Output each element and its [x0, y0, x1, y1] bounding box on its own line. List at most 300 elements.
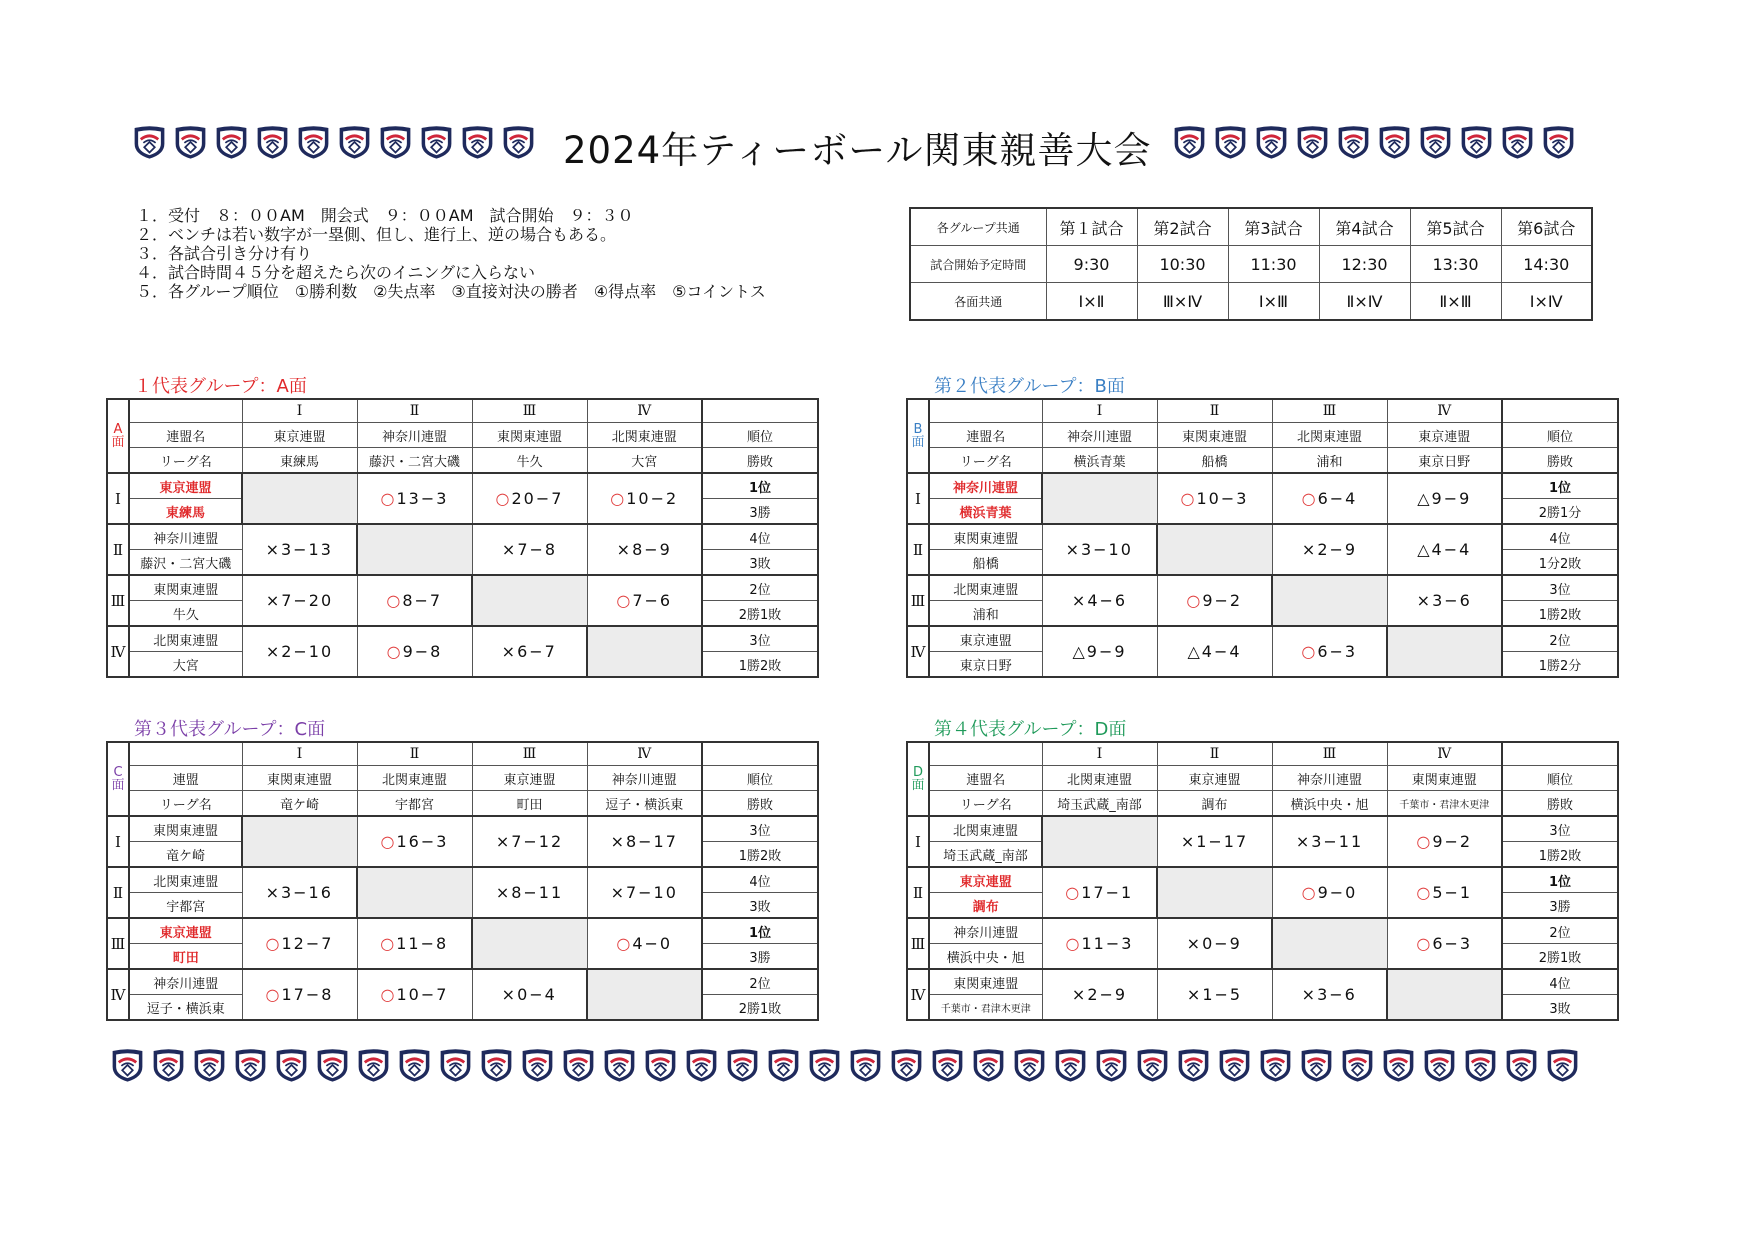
- match-score: ×2−9: [1042, 969, 1157, 1020]
- team-federation: 東京連盟: [129, 918, 242, 944]
- little-league-logo-icon: [378, 123, 413, 161]
- match-score: ○17−8: [242, 969, 357, 1020]
- match-score: ○6−4: [1272, 473, 1387, 524]
- column-league: 東京日野: [1387, 448, 1502, 474]
- little-league-logo-icon: [684, 1046, 719, 1084]
- row-number: Ⅳ: [107, 969, 129, 1020]
- little-league-logo-icon: [1504, 1046, 1539, 1084]
- row-number: Ⅲ: [107, 575, 129, 626]
- little-league-logo-icon: [1012, 1046, 1047, 1084]
- self-match-diagonal: [1157, 524, 1272, 575]
- little-league-logo-icon: [1295, 123, 1330, 161]
- court-label: [107, 742, 129, 816]
- win-mark-icon: ○: [380, 934, 397, 953]
- schedule-header-cell: 各グループ共通: [910, 208, 1046, 246]
- rank-label: 順位: [1502, 423, 1618, 448]
- little-league-logo-icon: [214, 123, 249, 161]
- group-b-table: [906, 398, 1619, 678]
- match-score: ○9−2: [1157, 575, 1272, 626]
- little-league-logo-icon: [438, 1046, 473, 1084]
- column-league: 町田: [472, 791, 587, 817]
- win-mark-icon: ○: [1065, 883, 1082, 902]
- match-score: ×8−9: [587, 524, 702, 575]
- team-rank: 4位: [1502, 524, 1618, 550]
- match-score: △9−9: [1387, 473, 1502, 524]
- column-federation: 東関東連盟: [242, 766, 357, 791]
- federation-header-row: [107, 423, 818, 448]
- team-row: [907, 816, 1618, 842]
- win-mark-icon: ○: [1301, 642, 1318, 661]
- row-label-league: リーグ名: [129, 791, 242, 817]
- win-mark-icon: ○: [380, 489, 397, 508]
- little-league-logo-icon: [1053, 1046, 1088, 1084]
- team-federation: 東関東連盟: [129, 575, 242, 601]
- team-row: [907, 473, 1618, 499]
- team-record: 2勝1敗: [702, 601, 818, 627]
- court-suffix: 面: [111, 778, 125, 793]
- row-number: Ⅲ: [907, 575, 929, 626]
- little-league-logo-icon: [520, 1046, 555, 1084]
- column-league: 調布: [1157, 791, 1272, 817]
- little-league-logo-icon: [337, 123, 372, 161]
- row-number: Ⅱ: [107, 524, 129, 575]
- team-rank: 2位: [702, 969, 818, 995]
- win-mark-icon: ○: [1301, 489, 1318, 508]
- little-league-logo-icon: [274, 1046, 309, 1084]
- win-mark-icon: ○: [380, 832, 397, 851]
- little-league-logo-icon: [1213, 123, 1248, 161]
- match-score: ○8−7: [357, 575, 472, 626]
- league-header-row: [107, 791, 818, 817]
- schedule-matchup-cell: Ⅰ×Ⅲ: [1228, 283, 1319, 321]
- column-federation: 東関東連盟: [472, 423, 587, 448]
- team-league: 横浜中央・旭: [929, 944, 1042, 970]
- match-score: ○12−7: [242, 918, 357, 969]
- self-match-diagonal: [357, 524, 472, 575]
- team-rank: 1位: [1502, 867, 1618, 893]
- little-league-logo-icon: [1340, 1046, 1375, 1084]
- court-letter: C: [113, 765, 123, 780]
- team-row: [907, 575, 1618, 601]
- schedule-time-cell: 9:30: [1046, 246, 1137, 283]
- schedule-times-row: [910, 246, 1592, 283]
- little-league-logo-icon: [807, 1046, 842, 1084]
- column-federation: 北関東連盟: [1272, 423, 1387, 448]
- column-federation: 神奈川連盟: [357, 423, 472, 448]
- rule-item: ２．ベンチは若い数字が一塁側、但し、進行上、逆の場合もある。: [136, 225, 617, 244]
- record-label: 勝敗: [702, 448, 818, 474]
- win-mark-icon: ○: [265, 985, 282, 1004]
- roman-header-row: [107, 399, 818, 423]
- little-league-logo-icon: [397, 1046, 432, 1084]
- column-number: Ⅱ: [357, 399, 472, 423]
- column-league: 大宮: [587, 448, 702, 474]
- column-federation: 神奈川連盟: [1042, 423, 1157, 448]
- match-score: ○9−0: [1272, 867, 1387, 918]
- team-record: 3敗: [1502, 995, 1618, 1021]
- team-league: 東練馬: [129, 499, 242, 525]
- team-row: [107, 816, 818, 842]
- column-number: Ⅲ: [472, 742, 587, 766]
- roman-header-row: [107, 742, 818, 766]
- team-rank: 2位: [1502, 626, 1618, 652]
- schedule-times-label: 試合開始予定時間: [910, 246, 1046, 283]
- column-federation: 東京連盟: [242, 423, 357, 448]
- win-mark-icon: ○: [1180, 489, 1197, 508]
- little-league-logo-icon: [479, 1046, 514, 1084]
- schedule-table: [909, 207, 1593, 321]
- team-row: [107, 626, 818, 652]
- team-record: 3敗: [702, 550, 818, 576]
- self-match-diagonal: [1042, 816, 1157, 867]
- column-league: 横浜青葉: [1042, 448, 1157, 474]
- little-league-logo-icon: [315, 1046, 350, 1084]
- column-league: 藤沢・二宮大磯: [357, 448, 472, 474]
- match-score: ○6−3: [1272, 626, 1387, 677]
- row-number: Ⅳ: [907, 626, 929, 677]
- little-league-logo-icon: [1336, 123, 1371, 161]
- win-mark-icon: ○: [1416, 883, 1433, 902]
- little-league-logo-icon: [971, 1046, 1006, 1084]
- win-mark-icon: ○: [616, 591, 633, 610]
- row-number: Ⅳ: [107, 626, 129, 677]
- team-row: [107, 918, 818, 944]
- self-match-diagonal: [472, 918, 587, 969]
- team-rank: 4位: [1502, 969, 1618, 995]
- rule-item: ３．各試合引き分け有り: [136, 244, 313, 263]
- win-mark-icon: ○: [386, 591, 403, 610]
- little-league-logo-icon: [1545, 1046, 1580, 1084]
- row-number: Ⅱ: [907, 867, 929, 918]
- court-letter: A: [113, 422, 123, 437]
- match-score: △4−4: [1387, 524, 1502, 575]
- team-record: 1分2敗: [1502, 550, 1618, 576]
- self-match-diagonal: [1272, 918, 1387, 969]
- team-league: 調布: [929, 893, 1042, 919]
- little-league-logo-icon: [255, 123, 290, 161]
- column-federation: 北関東連盟: [587, 423, 702, 448]
- match-score: ×2−10: [242, 626, 357, 677]
- column-number: Ⅳ: [587, 399, 702, 423]
- team-league: 埼玉武蔵_南部: [929, 842, 1042, 868]
- column-number: Ⅲ: [1272, 742, 1387, 766]
- corner-cell: [129, 742, 242, 766]
- team-federation: 北関東連盟: [129, 626, 242, 652]
- self-match-diagonal: [1387, 969, 1502, 1020]
- little-league-logo-icon: [1381, 1046, 1416, 1084]
- little-league-logo-icon: [766, 1046, 801, 1084]
- self-match-diagonal: [242, 816, 357, 867]
- self-match-diagonal: [1042, 473, 1157, 524]
- top-right-logo-row: [1172, 123, 1576, 161]
- federation-header-row: [907, 766, 1618, 791]
- team-federation: 東京連盟: [929, 626, 1042, 652]
- little-league-logo-icon: [1217, 1046, 1252, 1084]
- column-league: 横浜中央・旭: [1272, 791, 1387, 817]
- team-rank: 2位: [702, 575, 818, 601]
- column-federation: 東京連盟: [472, 766, 587, 791]
- match-score: ×3−10: [1042, 524, 1157, 575]
- column-number: Ⅰ: [242, 742, 357, 766]
- team-row: [907, 918, 1618, 944]
- little-league-logo-icon: [1459, 123, 1494, 161]
- little-league-logo-icon: [930, 1046, 965, 1084]
- bottom-logo-row: [110, 1046, 1580, 1084]
- group-d-table: [906, 741, 1619, 1021]
- little-league-logo-icon: [1418, 123, 1453, 161]
- match-score: ×3−13: [242, 524, 357, 575]
- court-letter: B: [913, 422, 923, 437]
- team-row: [907, 524, 1618, 550]
- column-federation: 北関東連盟: [357, 766, 472, 791]
- row-number: Ⅲ: [107, 918, 129, 969]
- schedule-header-cell: 第6試合: [1501, 208, 1592, 246]
- little-league-logo-icon: [1422, 1046, 1457, 1084]
- team-league: 東京日野: [929, 652, 1042, 678]
- match-score: ×3−6: [1387, 575, 1502, 626]
- group-b-title: 第２代表グループ：B面: [934, 376, 1125, 397]
- team-row: [107, 969, 818, 995]
- match-score: ×1−17: [1157, 816, 1272, 867]
- little-league-logo-icon: [132, 123, 167, 161]
- column-league: 埼玉武蔵_南部: [1042, 791, 1157, 817]
- schedule-matchup-cell: Ⅲ×Ⅳ: [1137, 283, 1228, 321]
- column-league: 牛久: [472, 448, 587, 474]
- column-number: Ⅲ: [1272, 399, 1387, 423]
- league-header-row: [107, 448, 818, 474]
- column-number: Ⅱ: [1157, 399, 1272, 423]
- little-league-logo-icon: [1135, 1046, 1170, 1084]
- group-c-title: 第３代表グループ：C面: [134, 719, 326, 740]
- federation-header-row: [107, 766, 818, 791]
- column-federation: 東関東連盟: [1157, 423, 1272, 448]
- schedule-header-cell: 第3試合: [1228, 208, 1319, 246]
- column-league: 船橋: [1157, 448, 1272, 474]
- team-federation: 神奈川連盟: [129, 524, 242, 550]
- match-score: ○10−3: [1157, 473, 1272, 524]
- match-score: ×3−6: [1272, 969, 1387, 1020]
- league-header-row: [907, 448, 1618, 474]
- little-league-logo-icon: [151, 1046, 186, 1084]
- row-number: Ⅱ: [107, 867, 129, 918]
- row-number: Ⅳ: [907, 969, 929, 1020]
- team-rank: 1位: [702, 473, 818, 499]
- record-label: 勝敗: [702, 791, 818, 817]
- column-number: Ⅳ: [587, 742, 702, 766]
- win-mark-icon: ○: [380, 985, 397, 1004]
- schedule-time-cell: 10:30: [1137, 246, 1228, 283]
- column-number: Ⅰ: [1042, 399, 1157, 423]
- team-league: 逗子・横浜東: [129, 995, 242, 1021]
- team-row: [107, 473, 818, 499]
- little-league-logo-icon: [848, 1046, 883, 1084]
- match-score: ○17−1: [1042, 867, 1157, 918]
- row-number: Ⅰ: [107, 473, 129, 524]
- match-score: ×3−11: [1272, 816, 1387, 867]
- match-score: ×7−8: [472, 524, 587, 575]
- team-league: 牛久: [129, 601, 242, 627]
- record-label: 勝敗: [1502, 791, 1618, 817]
- column-league: 千葉市・君津木更津: [1387, 791, 1502, 817]
- record-label: 勝敗: [1502, 448, 1618, 474]
- column-league: 東練馬: [242, 448, 357, 474]
- self-match-diagonal: [1157, 867, 1272, 918]
- little-league-logo-icon: [1254, 123, 1289, 161]
- match-score: ×1−5: [1157, 969, 1272, 1020]
- federation-header-row: [907, 423, 1618, 448]
- rule-item: ５．各グループ順位 ①勝利数 ②失点率 ③直接対決の勝者 ④得点率 ⑤コイントス: [136, 282, 766, 301]
- rank-header-blank: [702, 399, 818, 423]
- match-score: ×0−4: [472, 969, 587, 1020]
- little-league-logo-icon: [460, 123, 495, 161]
- rule-item: １．受付 ８：００AM 開会式 ９：００AM 試合開始 ９：３０: [136, 206, 634, 225]
- match-score: ○13−3: [357, 473, 472, 524]
- little-league-logo-icon: [1258, 1046, 1293, 1084]
- little-league-logo-icon: [1500, 123, 1535, 161]
- self-match-diagonal: [1272, 575, 1387, 626]
- row-number: Ⅰ: [107, 816, 129, 867]
- little-league-logo-icon: [889, 1046, 924, 1084]
- team-rank: 2位: [1502, 918, 1618, 944]
- team-row: [907, 969, 1618, 995]
- column-number: Ⅰ: [1042, 742, 1157, 766]
- little-league-logo-icon: [110, 1046, 145, 1084]
- self-match-diagonal: [357, 867, 472, 918]
- little-league-logo-icon: [419, 123, 454, 161]
- schedule-matchups-row: [910, 283, 1592, 321]
- team-federation: 東関東連盟: [129, 816, 242, 842]
- little-league-logo-icon: [602, 1046, 637, 1084]
- team-federation: 東京連盟: [129, 473, 242, 499]
- match-score: ×7−10: [587, 867, 702, 918]
- column-federation: 東京連盟: [1157, 766, 1272, 791]
- team-league: 竜ケ崎: [129, 842, 242, 868]
- court-label: [907, 742, 929, 816]
- rank-label: 順位: [702, 766, 818, 791]
- page-title: 2024年ティーボール関東親善大会: [563, 129, 1152, 172]
- match-score: ○11−8: [357, 918, 472, 969]
- self-match-diagonal: [1387, 626, 1502, 677]
- match-score: ×3−16: [242, 867, 357, 918]
- team-federation: 東京連盟: [929, 867, 1042, 893]
- match-score: ×7−20: [242, 575, 357, 626]
- row-number: Ⅲ: [907, 918, 929, 969]
- match-score: ×8−11: [472, 867, 587, 918]
- row-label-league: リーグ名: [929, 448, 1042, 474]
- schedule-header-row: [910, 208, 1592, 246]
- column-number: Ⅳ: [1387, 399, 1502, 423]
- schedule-matchup-cell: Ⅰ×Ⅳ: [1501, 283, 1592, 321]
- team-federation: 神奈川連盟: [929, 918, 1042, 944]
- little-league-logo-icon: [173, 123, 208, 161]
- court-label: [907, 399, 929, 473]
- team-record: 1勝2敗: [1502, 842, 1618, 868]
- court-suffix: 面: [911, 435, 925, 450]
- team-league: 千葉市・君津木更津: [929, 995, 1042, 1021]
- match-score: ○4−0: [587, 918, 702, 969]
- team-rank: 3位: [702, 626, 818, 652]
- column-federation: 東関東連盟: [1387, 766, 1502, 791]
- team-rank: 3位: [1502, 575, 1618, 601]
- win-mark-icon: ○: [1416, 934, 1433, 953]
- team-record: 2勝1敗: [702, 995, 818, 1021]
- win-mark-icon: ○: [616, 934, 633, 953]
- column-league: 浦和: [1272, 448, 1387, 474]
- team-record: 2勝1敗: [1502, 944, 1618, 970]
- court-label: [107, 399, 129, 473]
- group-d-title: 第４代表グループ：D面: [934, 719, 1127, 740]
- match-score: ×2−9: [1272, 524, 1387, 575]
- schedule-header-cell: 第2試合: [1137, 208, 1228, 246]
- column-league: 宇都宮: [357, 791, 472, 817]
- self-match-diagonal: [472, 575, 587, 626]
- match-score: △9−9: [1042, 626, 1157, 677]
- column-federation: 北関東連盟: [1042, 766, 1157, 791]
- match-score: ○11−3: [1042, 918, 1157, 969]
- row-number: Ⅱ: [907, 524, 929, 575]
- self-match-diagonal: [242, 473, 357, 524]
- win-mark-icon: ○: [610, 489, 627, 508]
- win-mark-icon: ○: [1301, 883, 1318, 902]
- team-rank: 1位: [1502, 473, 1618, 499]
- match-score: ○6−3: [1387, 918, 1502, 969]
- column-federation: 神奈川連盟: [1272, 766, 1387, 791]
- corner-cell: [129, 399, 242, 423]
- team-record: 3勝: [702, 499, 818, 525]
- group-c-table: [106, 741, 819, 1021]
- schedule-matchups-label: 各面共通: [910, 283, 1046, 321]
- schedule-time-cell: 13:30: [1410, 246, 1501, 283]
- team-row: [107, 867, 818, 893]
- column-number: Ⅲ: [472, 399, 587, 423]
- team-league: 横浜青葉: [929, 499, 1042, 525]
- self-match-diagonal: [587, 969, 702, 1020]
- little-league-logo-icon: [296, 123, 331, 161]
- match-score: ×4−6: [1042, 575, 1157, 626]
- rank-header-blank: [702, 742, 818, 766]
- column-league: 逗子・横浜東: [587, 791, 702, 817]
- match-score: ×7−12: [472, 816, 587, 867]
- court-letter: D: [912, 765, 923, 780]
- win-mark-icon: ○: [1186, 591, 1203, 610]
- little-league-logo-icon: [233, 1046, 268, 1084]
- team-record: 3勝: [1502, 893, 1618, 919]
- win-mark-icon: ○: [386, 642, 403, 661]
- roman-header-row: [907, 742, 1618, 766]
- rank-label: 順位: [1502, 766, 1618, 791]
- team-league: 大宮: [129, 652, 242, 678]
- win-mark-icon: ○: [1416, 832, 1433, 851]
- row-number: Ⅰ: [907, 473, 929, 524]
- group-a-table: [106, 398, 819, 678]
- schedule-matchup-cell: Ⅱ×Ⅳ: [1319, 283, 1410, 321]
- column-federation: 東京連盟: [1387, 423, 1502, 448]
- corner-cell: [929, 399, 1042, 423]
- little-league-logo-icon: [1172, 123, 1207, 161]
- row-label-federation: 連盟名: [929, 766, 1042, 791]
- column-number: Ⅰ: [242, 399, 357, 423]
- match-score: ○10−2: [587, 473, 702, 524]
- match-score: ○16−3: [357, 816, 472, 867]
- rank-label: 順位: [702, 423, 818, 448]
- team-federation: 北関東連盟: [929, 816, 1042, 842]
- team-league: 浦和: [929, 601, 1042, 627]
- schedule-header-cell: 第１試合: [1046, 208, 1137, 246]
- match-score: ×8−17: [587, 816, 702, 867]
- team-league: 宇都宮: [129, 893, 242, 919]
- rule-item: ４．試合時間４５分を超えたら次のイニングに入らない: [136, 263, 536, 282]
- row-number: Ⅰ: [907, 816, 929, 867]
